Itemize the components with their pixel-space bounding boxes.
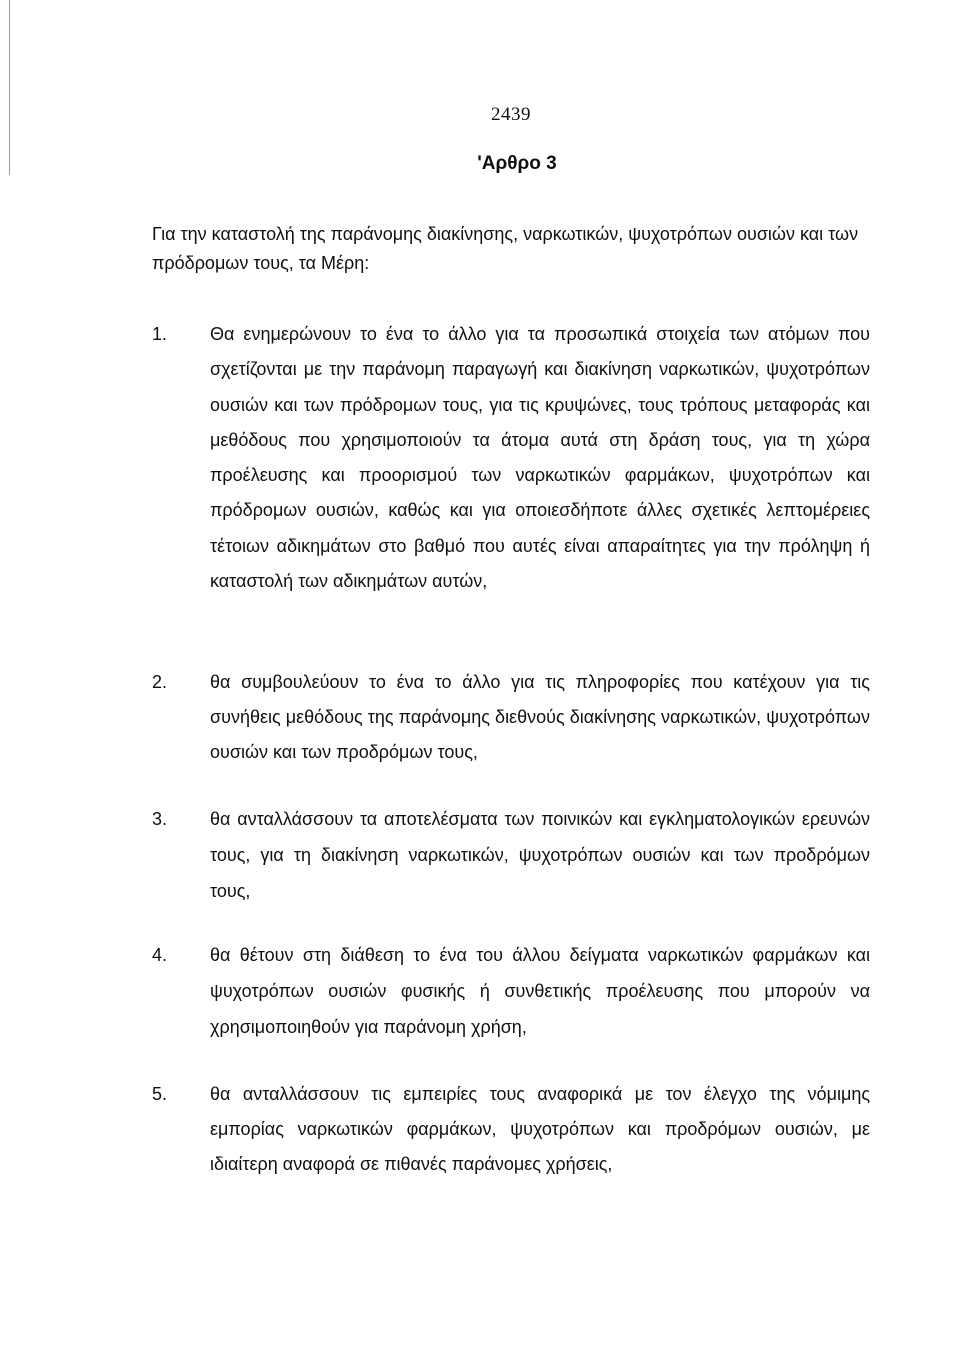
- page-number: 2439: [491, 104, 531, 125]
- item-text: θα συμβουλεύουν το ένα το άλλο για τις πληροφορίες που κατέχουν για τις συνήθεις μεθόδους της παράνομης διεθνούς διακίνησης ναρκωτικών, ψυχοτρόπων ουσιών και των προδρόμων τους,: [210, 672, 870, 762]
- item-text: θα θέτουν στη διάθεση το ένα του άλλου δείγματα ναρκωτικών φαρμάκων και ψυχοτρόπων ουσιών φυσικής ή συνθετικής προέλευσης που μπορούν να χρησιμοποιηθούν για παράνομη χρήση,: [210, 945, 870, 1037]
- item-number: 5.: [152, 1084, 168, 1104]
- list-item: [152, 937, 872, 1045]
- item-text: θα ανταλλάσσουν τα αποτελέσματα των ποινικών και εγκληματολογικών ερευνών τους, για τη διακίνηση ναρκωτικών, ψυχοτρόπων ουσιών και των προδρόμων τους,: [210, 809, 870, 901]
- item-text: θα ανταλλάσσουν τις εμπειρίες τους αναφορικά με τον έλεγχο της νόμιμης εμπορίας ναρκωτικών φαρμάκων, ψυχοτρόπων και προδρόμων ουσιών, με ιδιαίτερη αναφορά σε πιθανές παράνομες χρήσεις,: [210, 1084, 870, 1174]
- article-title: 'Αρθρο 3: [477, 153, 557, 174]
- item-number: 4.: [152, 945, 168, 965]
- item-number: 1.: [152, 324, 168, 344]
- item-text: Θα ενημερώνουν το ένα το άλλο για τα προσωπικά στοιχεία των ατόμων που σχετίζονται με την παράνομη παραγωγή και διακίνηση ναρκωτικών, ψυχοτρόπων ουσιών και των πρόδρομων τους, για τις κρυψώνες, τους τρόπους μεταφοράς και μεθόδους που χρησιμοποιούν τα άτομα αυτά στη δράση τους, για τη χώρα προέλευσης και προορισμού των ναρκωτικών φαρμάκων, ψυχοτρόπων και πρόδρομων ουσιών, καθώς και για οποιεσδήποτε άλλες σχετικές λεπτομέρειες τέτοιων αδικημάτων στο βαθμό που αυτές είναι απαραίτητες για την πρόληψη ή καταστολή των αδικημάτων αυτών,: [210, 324, 870, 592]
- item-number: 2.: [152, 672, 168, 692]
- list-item: [152, 317, 872, 599]
- list-item: [152, 1077, 872, 1182]
- list-item: [152, 801, 872, 909]
- scan-edge-line: [9, 0, 10, 175]
- item-number: 3.: [152, 809, 168, 829]
- list-item: [152, 665, 872, 770]
- intro-paragraph: Για την καταστολή της παράνομης διακίνησης, ναρκωτικών, ψυχοτρόπων ουσιών και των πρόδρομων τους, τα Μέρη:: [152, 224, 859, 273]
